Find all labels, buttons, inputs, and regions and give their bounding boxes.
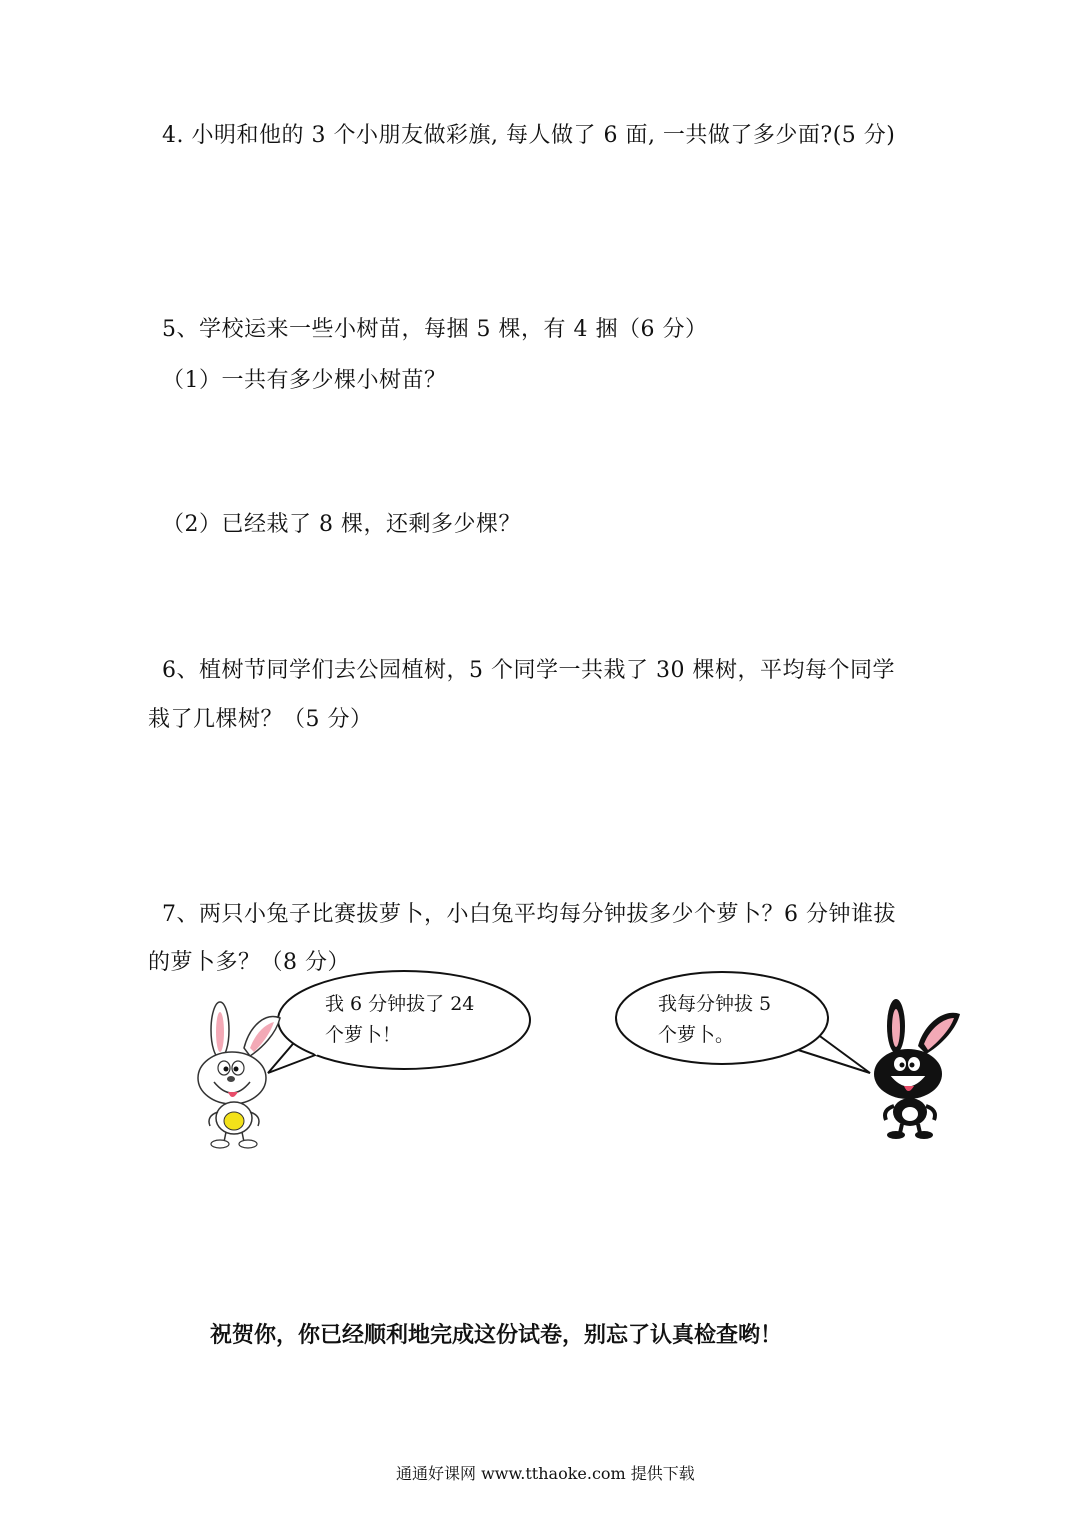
question-6-line-1: 6、植树节同学们去公园植树，5 个同学一共栽了 30 棵树，平均每个同学 bbox=[162, 658, 895, 683]
question-7-line-1: 7、两只小兔子比赛拔萝卜，小白兔平均每分钟拔多少个萝卜？6 分钟谁拔 bbox=[162, 902, 896, 927]
black-rabbit-speech-line-1: 我每分钟拔 5 bbox=[658, 993, 772, 1015]
question-5: 5、学校运来一些小树苗，每捆 5 棵，有 4 捆（6 分） bbox=[162, 317, 708, 342]
question-4: 4. 小明和他的 3 个小朋友做彩旗, 每人做了 6 面, 一共做了多少面?(5 分) bbox=[162, 123, 896, 148]
white-rabbit-speech-line-1: 我 6 分钟拔了 24 bbox=[325, 993, 475, 1015]
question-5-part-2: （2）已经栽了 8 棵，还剩多少棵？ bbox=[162, 512, 521, 537]
question-6-line-2: 栽了几棵树？（5 分） bbox=[148, 707, 373, 732]
question-5-part-1: （1）一共有多少棵小树苗？ bbox=[162, 368, 447, 393]
white-rabbit-speech-line-2: 个萝卜！ bbox=[325, 1024, 402, 1046]
footer-download-note: 通通好课网 www.tthaoke.com 提供下载 bbox=[396, 1464, 695, 1483]
black-rabbit-icon bbox=[860, 990, 970, 1140]
black-rabbit-speech-bubble bbox=[612, 968, 882, 1078]
black-rabbit-speech-line-2: 个萝卜。 bbox=[658, 1024, 735, 1046]
question-7-line-2: 的萝卜多？（8 分） bbox=[148, 950, 350, 975]
closing-message: 祝贺你，你已经顺利地完成这份试卷，别忘了认真检查哟！ bbox=[210, 1323, 783, 1348]
white-rabbit-icon bbox=[184, 1000, 294, 1150]
